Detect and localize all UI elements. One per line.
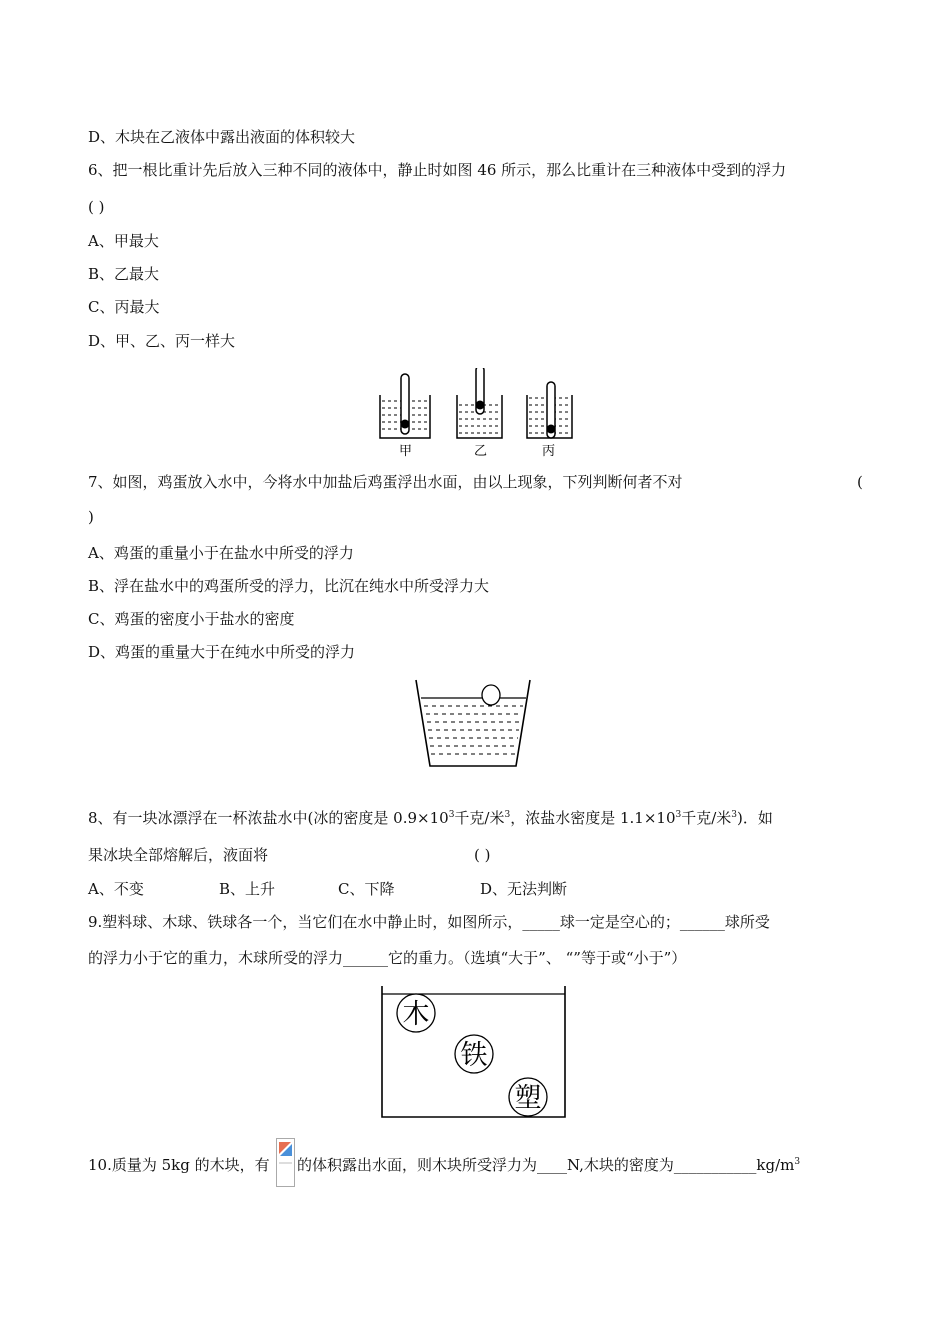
q6-option-d: D、甲、乙、丙一样大 <box>88 332 236 350</box>
q8-exp2: 3 <box>504 810 511 820</box>
q8-option-c: C、下降 <box>338 880 395 898</box>
egg-beaker-figure <box>412 676 537 772</box>
wood-ball-label: 木 <box>402 999 430 1030</box>
q6-option-b: B、乙最大 <box>88 265 160 283</box>
q8-answer-paren: ( ) <box>474 846 491 864</box>
q10-part2-text: 的体积露出水面，则木块所受浮力为____N,木块的密度为___________kg/m <box>297 1156 795 1174</box>
plastic-ball-label: 塑 <box>514 1083 542 1114</box>
q7-stem: 7、如图，鸡蛋放入水中，今将水中加盐后鸡蛋浮出水面，由以上现象，下列判断何者不对 <box>88 473 683 491</box>
iron-ball-label: 铁 <box>460 1040 488 1071</box>
q6-answer-paren: ( ) <box>88 198 105 216</box>
q9-line2: 的浮力小于它的重力，木球所受的浮力______它的重力。（选填“大于”、 “”等于或“小于”） <box>88 949 687 967</box>
q8-stem-a: 8、有一块冰漂浮在一杯浓盐水中(冰的密度是 0.9×10 <box>88 809 449 827</box>
q7-option-c: C、鸡蛋的密度小于盐水的密度 <box>88 610 295 628</box>
q8-stem-b: 千克/米 <box>454 809 505 827</box>
q5-option-d: D、木块在乙液体中露出液面的体积较大 <box>88 128 356 146</box>
broken-fraction-image-icon <box>276 1138 296 1188</box>
hydrometer-figure <box>372 368 592 460</box>
q10-part2 <box>297 1155 800 1175</box>
q8-option-b: B、上升 <box>219 880 276 898</box>
q10-part1: 10.质量为 5kg 的木块，有 <box>88 1156 270 1174</box>
q7-option-d: D、鸡蛋的重量大于在纯水中所受的浮力 <box>88 643 356 661</box>
q8-exp1: 3 <box>448 810 455 820</box>
q7-option-b: B、浮在盐水中的鸡蛋所受的浮力，比沉在纯水中所受浮力大 <box>88 577 490 595</box>
balls-tank-figure <box>376 984 571 1120</box>
q8-line2: 果冰块全部熔解后，液面将 <box>88 846 269 864</box>
q8-option-a: A、不变 <box>88 880 144 898</box>
q8-stem <box>88 808 773 828</box>
q8-option-d: D、无法判断 <box>480 880 568 898</box>
q8-exp4: 3 <box>731 810 738 820</box>
q8-stem-e: )．如 <box>737 809 773 827</box>
q9-line1: 9.塑料球、木球、铁球各一个，当它们在水中静止时，如图所示，_____球一定是空心的；______球所受 <box>88 913 770 931</box>
q6-option-a: A、甲最大 <box>88 232 159 250</box>
q6-option-c: C、丙最大 <box>88 298 160 316</box>
q6-stem: 6、把一根比重计先后放入三种不同的液体中，静止时如图 46 所示，那么比重计在三种液体中受到的浮力 <box>88 161 787 179</box>
label-yi: 乙 <box>474 444 488 459</box>
q7-paren-close: ) <box>88 508 94 526</box>
label-jia: 甲 <box>399 444 413 459</box>
q8-stem-c: ，浓盐水密度是 1.1×10 <box>510 809 676 827</box>
q8-stem-d: 千克/米 <box>681 809 732 827</box>
q8-exp3: 3 <box>675 810 682 820</box>
q10-exp: 3 <box>794 1157 801 1167</box>
q7-paren-open: ( <box>857 473 863 491</box>
q7-option-a: A、鸡蛋的重量小于在盐水中所受的浮力 <box>88 544 354 562</box>
label-bing: 丙 <box>542 444 556 459</box>
